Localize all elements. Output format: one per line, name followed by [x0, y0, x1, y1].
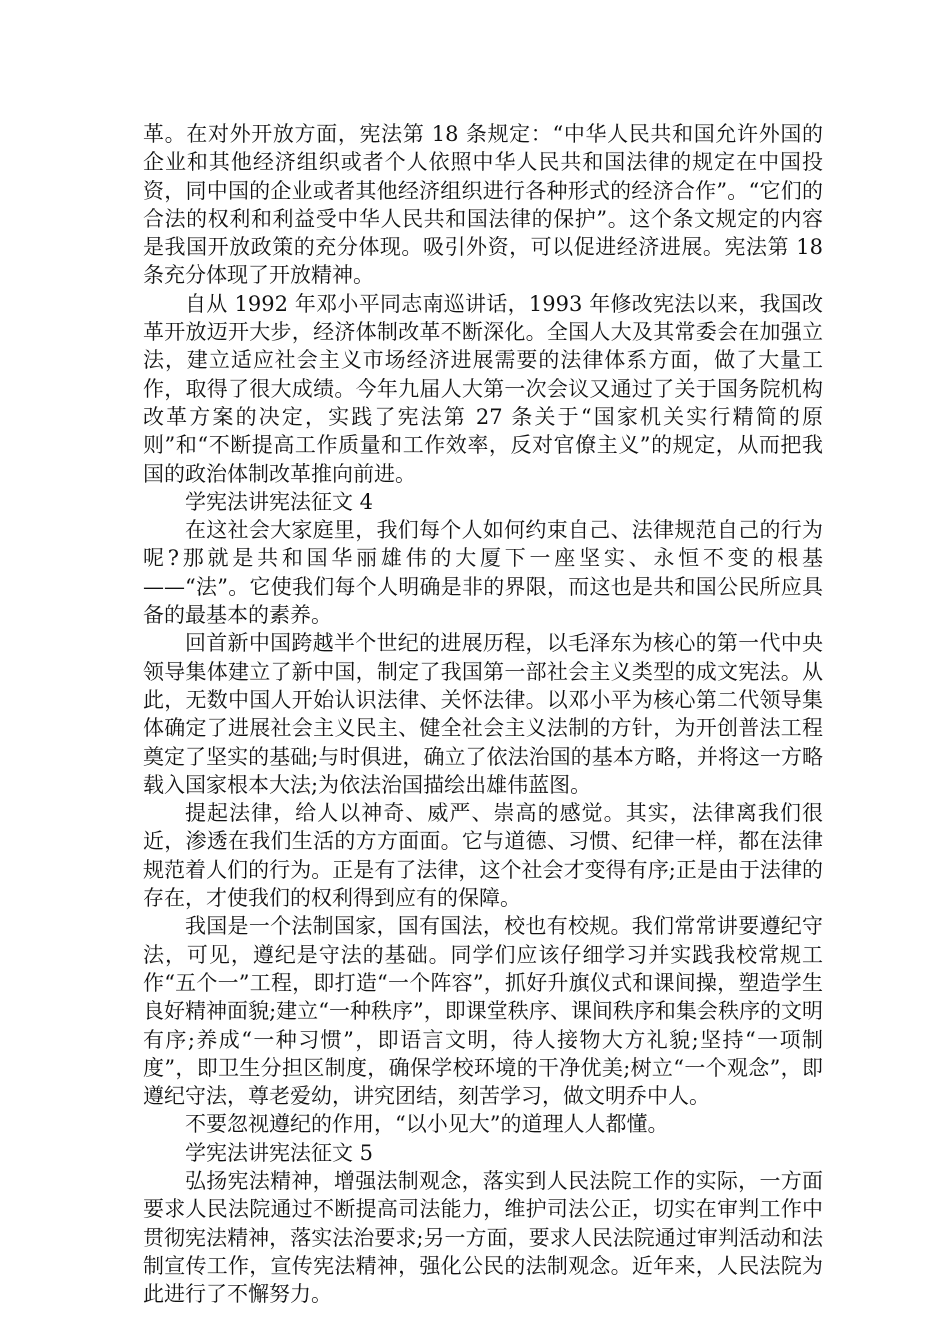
- paragraph-discipline-role: 不要忽视遵纪的作用，“以小见大”的道理人人都懂。: [185, 1112, 669, 1137]
- paragraph-history-review: 回首新中国跨越半个世纪的进展历程，以毛泽东为核心的第一代中央领导集体建立了新中国，制定了我国第一部社会主义类型的成文宪法。从此，无数中国人开始认识法律、关怀法律。以邓小平为核心第二代领导集体确定了进展社会主义民主、健全社会主义法制的方针，为开创普法工程奠定了坚实的基础;与时俱进，确立了依法治国的基本方略，并将这一方略载入国家根本大法;为依法治国描绘出雄伟蓝图。: [143, 631, 823, 797]
- section-heading-essay-4: 学宪法讲宪法征文 4: [185, 489, 374, 514]
- paragraph-opening-law-article-18: 革。在对外开放方面，宪法第 18 条规定：“中华人民共和国允许外国的企业和其他经济组织或者个人依照中华人民共和国法律的规定在中国投资，同中国的企业或者其他经济组织进行各种形式的经济合作”。“它们的合法的权利和利益受中华人民共和国法律的保护”。这个条文规定的内容是我国开放政策的充分体现。吸引外资，可以促进经济进展。宪法第 18 条充分体现了开放精神。: [143, 122, 823, 288]
- section-heading-essay-5: 学宪法讲宪法征文 5: [185, 1140, 374, 1165]
- paragraph-reform-since-1992: 自从 1992 年邓小平同志南巡讲话，1993 年修改宪法以来，我国改革开放迈开大步，经济体制改革不断深化。全国人大及其常委会在加强立法，建立适应社会主义市场经济进展需要的法律体系方面，做了大量工作，取得了很大成绩。今年九届人大第一次会议又通过了关于国务院机构改革方案的决定，实践了宪法第 27 条关于“国家机关实行精简的原则”和“不断提高工作质量和工作效率，反对官僚主义”的规定，从而把我国的政治体制改革推向前进。: [143, 291, 823, 486]
- paragraph-court-constitution: 弘扬宪法精神，增强法制观念，落实到人民法院工作的实际，一方面要求人民法院通过不断提高司法能力，维护司法公正，切实在审判工作中贯彻宪法精神，落实法治要求;另一方面，要求人民法院通过审判活动和法制宣传工作，宣传宪法精神，强化公民的法制观念。近年来，人民法院为此进行了不懈努力。: [143, 1168, 823, 1307]
- paragraph-law-feeling: 提起法律，给人以神奇、威严、崇高的感觉。其实，法律离我们很近，渗透在我们生活的方方面面。它与道德、习惯、纪律一样，都在法律规范着人们的行为。正是有了法律，这个社会才变得有序;正是由于法律的存在，才使我们的权利得到应有的保障。: [143, 801, 823, 911]
- document-body: [143, 120, 823, 1308]
- paragraph-school-rules: 我国是一个法制国家，国有国法，校也有校规。我们常常讲要遵纪守法，可见，遵纪是守法的基础。同学们应该仔细学习并实践我校常规工作“五个一”工程，即打造“一个阵容”，抓好升旗仪式和课间操，塑造学生良好精神面貌;建立“一种秩序”，即课堂秩序、课间秩序和集会秩序的文明有序;养成“一种习惯”，即语言文明，待人接物大方礼貌;坚持“一项制度”，即卫生分担区制度，确保学校环境的干净优美;树立“一个观念”，即遵纪守法，尊老爱幼，讲究团结，刻苦学习，做文明乔中人。: [143, 914, 823, 1109]
- paragraph-society-family: 在这社会大家庭里，我们每个人如何约束自己、法律规范自己的行为呢?那就是共和国华丽雄伟的大厦下一座坚实、永恒不变的根基——“法”。它使我们每个人明确是非的界限，而这也是共和国公民所应具备的最基本的素养。: [143, 518, 823, 628]
